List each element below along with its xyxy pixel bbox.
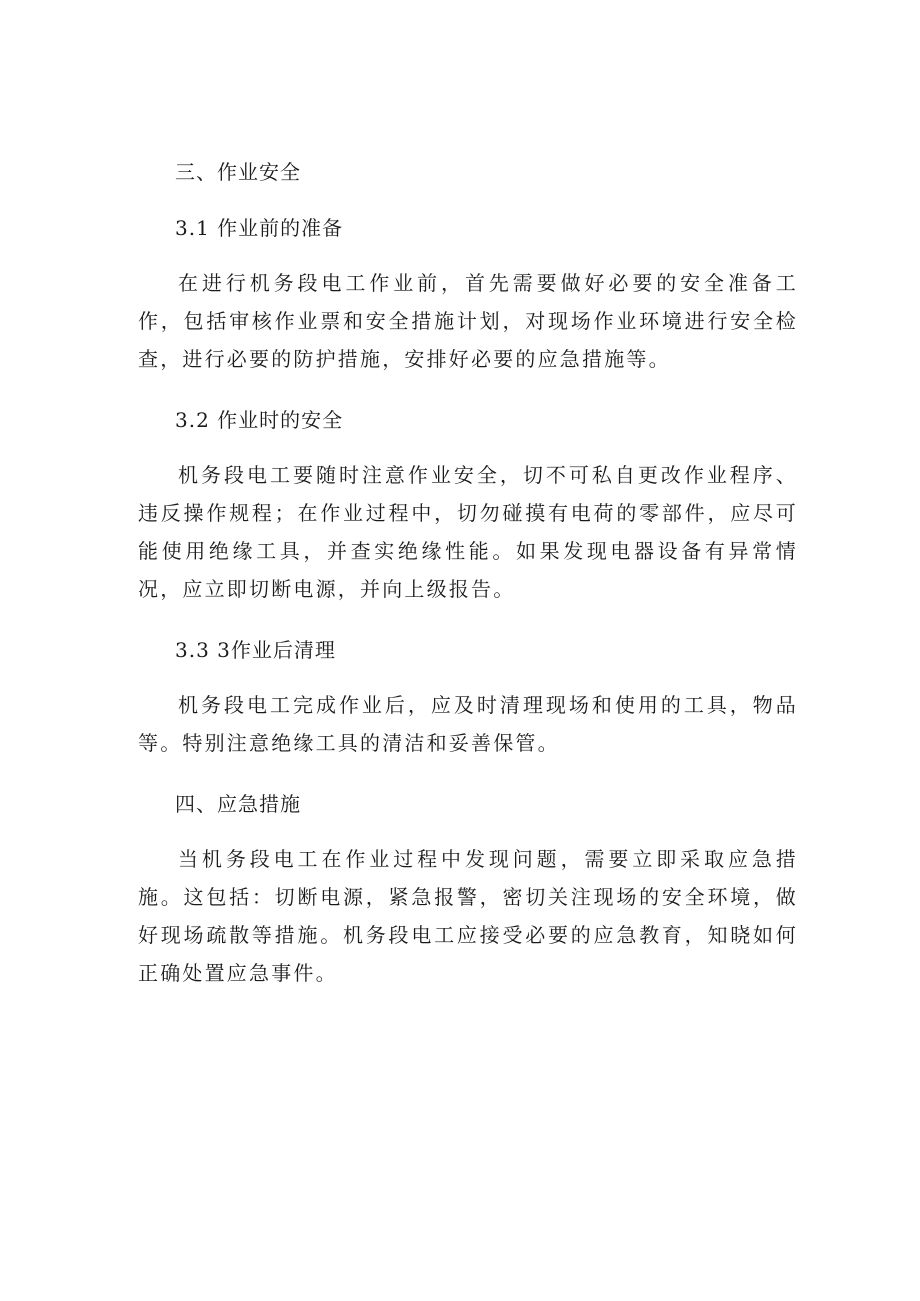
spacer — [138, 378, 798, 400]
spacer — [138, 608, 798, 630]
spacer — [138, 192, 798, 208]
spacer — [138, 248, 798, 264]
section-3-heading: 三、作业安全 — [175, 160, 301, 184]
section-3-1-paragraph: 在进行机务段电工作业前，首先需要做好必要的安全准备工作，包括审核作业票和安全措施计划，对现场作业环境进行安全检查，进行必要的防护措施，安排好必要的应急措施等。 — [138, 271, 798, 371]
spacer — [138, 440, 798, 456]
spacer — [138, 670, 798, 686]
document-content — [138, 152, 798, 992]
spacer — [138, 762, 798, 784]
section-3-2-paragraph: 机务段电工要随时注意作业安全，切不可私自更改作业程序、违反操作规程；在作业过程中，切勿碰摸有电荷的零部件，应尽可能使用绝缘工具，并查实绝缘性能。如果发现电器设备有异常情况，应立即切断电源，并向上级报告。 — [138, 463, 798, 601]
section-4-paragraph: 当机务段电工在作业过程中发现问题，需要立即采取应急措施。这包括：切断电源，紧急报警，密切关注现场的安全环境，做好现场疏散等措施。机务段电工应接受必要的应急教育，知晓如何正确处置应急事件。 — [138, 847, 798, 985]
section-4-heading: 四、应急措施 — [175, 792, 301, 816]
section-3-3-heading: 3.3 3作业后清理 — [175, 638, 336, 662]
section-3-2-heading: 3.2 作业时的安全 — [175, 408, 344, 432]
spacer — [138, 824, 798, 840]
section-3-1-heading: 3.1 作业前的准备 — [175, 216, 344, 240]
section-3-3-paragraph: 机务段电工完成作业后，应及时清理现场和使用的工具，物品等。特别注意绝缘工具的清洁和妥善保管。 — [138, 693, 798, 755]
